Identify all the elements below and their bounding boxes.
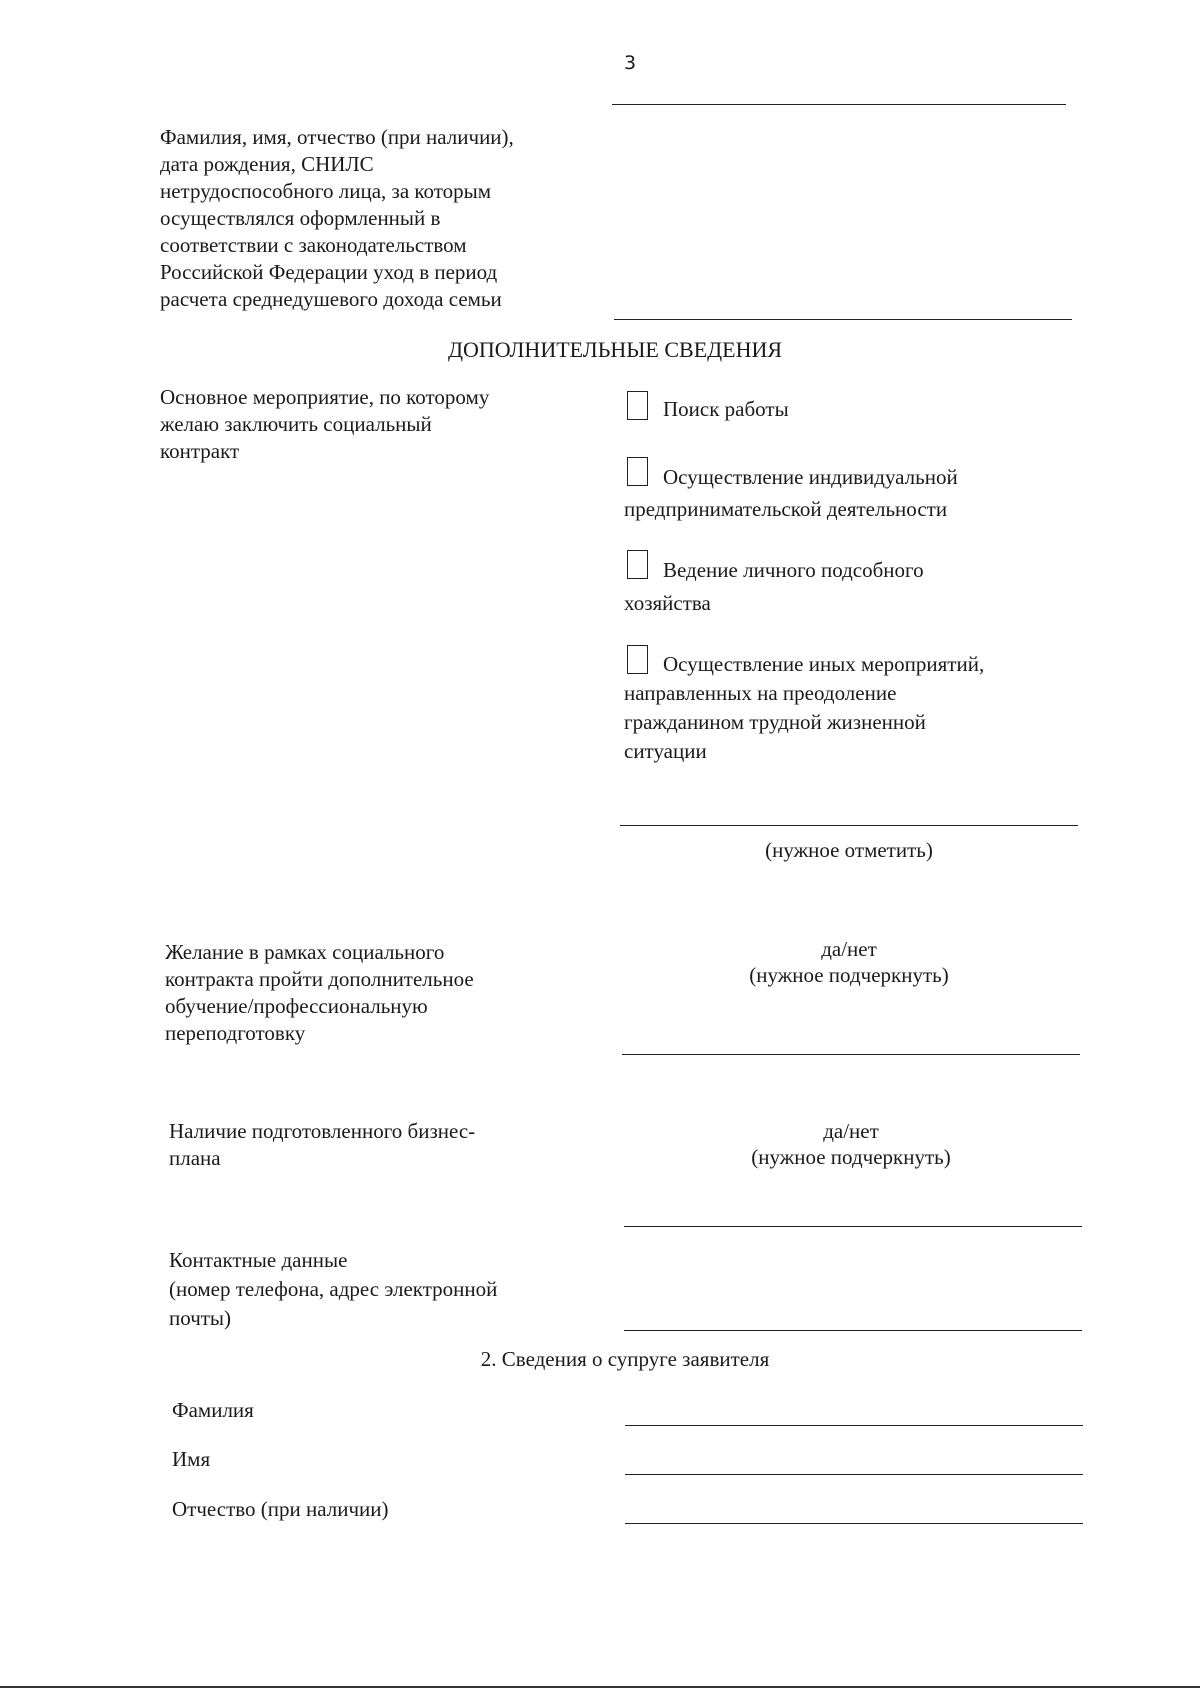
spouse-name-label: Имя — [172, 1447, 211, 1471]
option-entrepreneurship-label: Осуществление индивидуальной предпринимательской деятельности — [624, 465, 958, 521]
spouse-patronymic-label: Отчество (при наличии) — [172, 1497, 389, 1521]
option-household-label: Ведение личного подсобного хозяйства — [624, 558, 924, 615]
training-field-line[interactable] — [622, 1054, 1080, 1055]
training-label: Желание в рамках социального контракта пройти дополнительное обучение/профессиональную переподготовку — [165, 940, 474, 1045]
caretaker-label: Фамилия, имя, отчество (при наличии), дата рождения, СНИЛС нетрудоспособного лица, за которым осуществлялся оформленный в соответствии с законодательством Российской Федерации уход в период расчета среднедушевого дохода семьи — [160, 125, 514, 311]
mark-hint: (нужное отметить) — [765, 838, 933, 862]
checkbox-job-search[interactable] — [627, 391, 648, 420]
additional-info-heading: ДОПОЛНИТЕЛЬНЫЕ СВЕДЕНИЯ — [447, 337, 783, 362]
activity-field-line[interactable] — [620, 825, 1078, 826]
spouse-surname-field-line[interactable] — [625, 1425, 1083, 1426]
contacts-label: Контактные данные (номер телефона, адрес электронной почты) — [169, 1248, 498, 1330]
spouse-patronymic-field-line[interactable] — [625, 1523, 1083, 1524]
top-field-line[interactable] — [612, 104, 1066, 105]
option-job-search-label: Поиск работы — [663, 397, 789, 421]
option-other-activities-label: Осуществление иных мероприятий, направленных на преодоление гражданином трудной жизненной ситуации — [624, 652, 985, 763]
spouse-surname-label: Фамилия — [172, 1398, 254, 1422]
training-hint: (нужное подчеркнуть) — [749, 963, 949, 987]
main-activity-label: Основное мероприятие, по которому желаю заключить социальный контракт — [160, 385, 490, 463]
page-bottom-edge — [0, 1686, 1200, 1688]
spouse-section-heading: 2. Сведения о супруге заявителя — [480, 1347, 770, 1371]
business-plan-answer[interactable]: да/нет — [823, 1119, 879, 1143]
caretaker-field-line[interactable] — [614, 319, 1072, 320]
page-number: 3 — [624, 52, 637, 74]
training-answer[interactable]: да/нет — [821, 937, 877, 961]
business-plan-hint: (нужное подчеркнуть) — [751, 1145, 951, 1169]
spouse-name-field-line[interactable] — [625, 1474, 1083, 1475]
contacts-field-line[interactable] — [624, 1330, 1082, 1331]
business-plan-label: Наличие подготовленного бизнес- плана — [169, 1119, 476, 1170]
business-plan-field-line[interactable] — [624, 1226, 1082, 1227]
